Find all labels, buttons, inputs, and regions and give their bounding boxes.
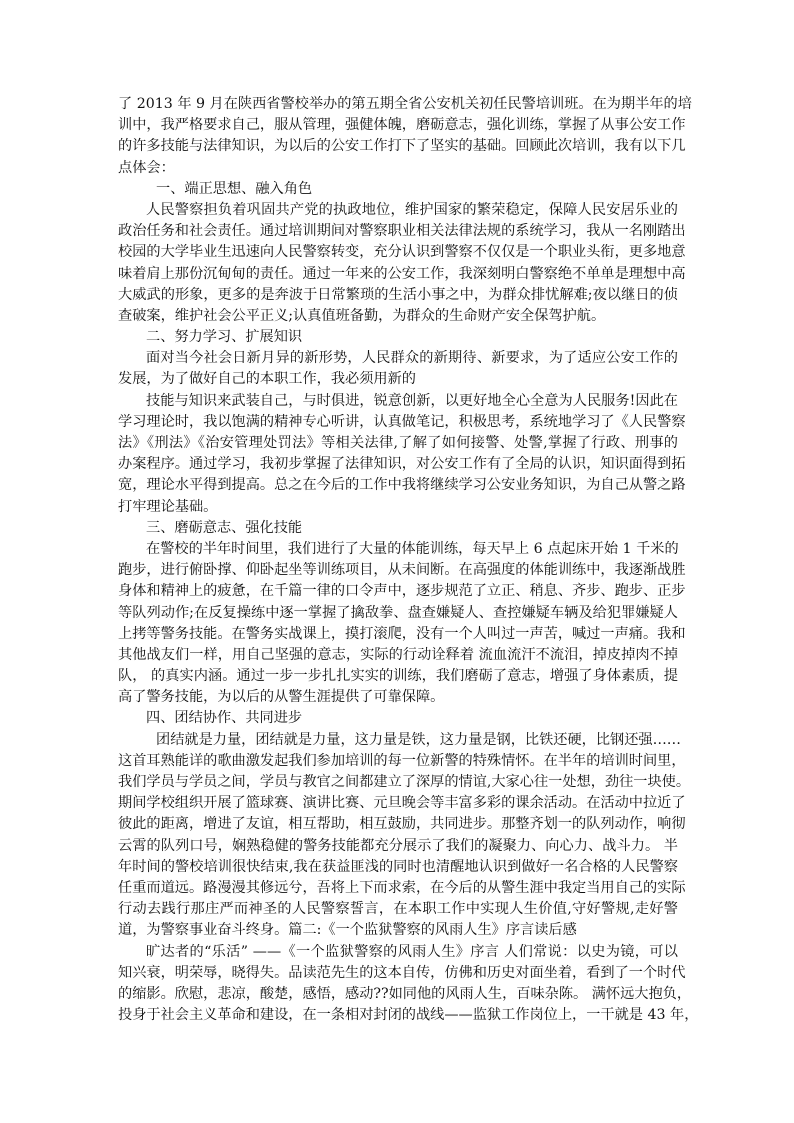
text-line: 云霄的队列口号，娴熟稳健的警务技能都充分展示了我们的凝聚力、向心力、战斗力。 半: [118, 837, 678, 854]
text-line: 的许多技能与法律知识，为以后的公安工作打下了坚实的基础。回顾此次培训，我有以下几: [118, 138, 686, 155]
text-line: 大威武的形象，更多的是奔波于日常繁琐的生活小事之中，为群众排忧解难;夜以继日的侦: [118, 286, 678, 303]
text-line: 投身于社会主义革命和建设，在一条相对封闭的战线——监狱工作岗位上，一干就是 43 年，: [118, 1007, 699, 1024]
text-line: 二、努力学习、扩展知识: [146, 329, 303, 346]
text-line: 宽，理论水平得到提高。总之在今后的工作中我将继续学习公安业务知识，为自己从警之路: [118, 477, 686, 494]
text-line: 技能与知识来武装自己，与时俱进，锐意创新，以更好地全心全意为人民服务!因此在: [146, 392, 678, 409]
text-line: 年时间的警校培训很快结束,我在获益匪浅的同时也清醒地认识到做好一名合格的人民警察: [118, 858, 678, 875]
document-page: [118, 94, 699, 1026]
text-line: 办案程序。通过学习，我初步掌握了法律知识，对公安工作有了全局的认识，知识面得到拓: [118, 456, 686, 473]
text-line: 三、磨砺意志、强化技能: [146, 519, 303, 536]
text-line: 身体和精神上的疲惫，在千篇一律的口令声中，逐步规范了立正、稍息、齐步、跑步、正步: [118, 583, 686, 600]
text-line: 队， 的真实内涵。通过一步一步扎扎实实的训练，我们磨砺了意志，增强了身体素质，提: [118, 668, 678, 685]
text-line: 政治任务和社会责任。通过培训期间对警察职业相关法律法规的系统学习，我从一名刚踏出: [118, 223, 686, 240]
text-line: 其他战友们一样，用自己坚强的意志，实际的行动诠释着 流血流汗不流泪，掉皮掉肉不掉: [118, 646, 678, 663]
text-line: 查破案，维护社会公平正义;认真值班备勤，为群众的生命财产安全保驾护航。: [118, 307, 606, 324]
text-line: 法》《刑法》《治安管理处罚法》等相关法律,了解了如何接警、处警,掌握了行政、刑事的: [118, 435, 678, 451]
text-line: 高了警务技能，为以后的从警生涯提供了可靠保障。: [118, 689, 445, 706]
text-line: 了 2013 年 9 月在陕西省警校举办的第五期全省公安机关初任民警培训班。在为期半年的培: [118, 96, 692, 112]
text-line: 训中，我严格要求自己，服从管理，强健体魄，磨砺意志，强化训练，掌握了从事公安工作: [118, 117, 686, 134]
text-line: 面对当今社会日新月异的新形势，人民群众的新期待、新要求，为了适应公安工作的: [146, 350, 678, 367]
text-line: 行动去践行那庄严而神圣的人民警察誓言，在本职工作中实现人生价值,守好警规,走好警: [118, 901, 678, 918]
text-line: 的缩影。欣慰，悲凉，酸楚，感悟，感动??如同他的风雨人生，百味杂陈。 满怀远大抱负，: [118, 985, 692, 1002]
text-line: 这首耳熟能详的歌曲激发起我们参加培训的每一位新警的特殊情怀。在半年的培训时间里，: [118, 752, 686, 769]
text-line: 等队列动作;在反复操练中逐一掌握了擒敌拳、盘查嫌疑人、查控嫌疑车辆及给犯罪嫌疑人: [118, 604, 678, 621]
text-line: 上拷等警务技能。在警务实战课上，摸打滚爬，没有一个人叫过一声苦，喊过一声痛。我和: [118, 625, 686, 642]
text-line: 道，为警察事业奋斗终身。篇二:《一个监狱警察的风雨人生》序言读后感: [118, 922, 577, 939]
text-line: 校园的大学毕业生迅速向人民警察转变，充分认识到警察不仅仅是一个职业头衔，更多地意: [118, 244, 686, 261]
text-line: 点体会：: [118, 159, 175, 176]
text-line: 期间学校组织开展了篮球赛、演讲比赛、元旦晚会等丰富多彩的课余活动。在活动中拉近了: [118, 795, 686, 812]
text-line: 打牢理论基础。: [118, 498, 218, 515]
text-line: 学习理论时，我以饱满的精神专心听讲，认真做笔记，积极思考，系统地学习了《人民警察: [118, 413, 686, 430]
text-line: 团结就是力量，团结就是力量，这力量是铁，这力量是钢，比铁还硬，比钢还强……: [156, 731, 681, 748]
text-line: 旷达者的“乐活” ——《一个监狱警察的风雨人生》序言 人们常说：以史为镜，可以: [146, 943, 678, 960]
text-line: 一、端正思想、融入角色: [156, 180, 313, 197]
text-line: 味着肩上那份沉甸甸的责任。通过一年来的公安工作，我深刻明白警察绝不单单是理想中高: [118, 265, 686, 282]
text-line: 人民警察担负着巩固共产党的执政地位，维护国家的繁荣稳定，保障人民安居乐业的: [146, 201, 678, 218]
text-line: 四、团结协作、共同进步: [146, 710, 303, 727]
text-line: 发展，为了做好自己的本职工作，我必须用新的: [118, 371, 416, 388]
text-line: 在警校的半年时间里，我们进行了大量的体能训练，每天早上 6 点起床开始 1 千米的: [146, 540, 679, 557]
text-line: 跑步，进行俯卧撑、仰卧起坐等训练项目，从未间断。在高强度的体能训练中，我逐渐战胜: [118, 562, 686, 579]
text-line: 彼此的距离，增进了友谊，相互帮助，相互鼓励，共同进步。那整齐划一的队列动作，响彻: [118, 816, 686, 833]
text-line: 知兴衰，明荣辱，晓得失。品读范先生的这本自传，仿佛和历史对面坐着，看到了一个时代: [118, 964, 686, 981]
text-line: 任重而道远。路漫漫其修远兮，吾将上下而求索，在今后的从警生涯中我定当用自己的实际: [118, 879, 686, 896]
text-line: 我们学员与学员之间，学员与教官之间都建立了深厚的情谊,大家心往一处想，劲往一块使。: [118, 774, 691, 790]
